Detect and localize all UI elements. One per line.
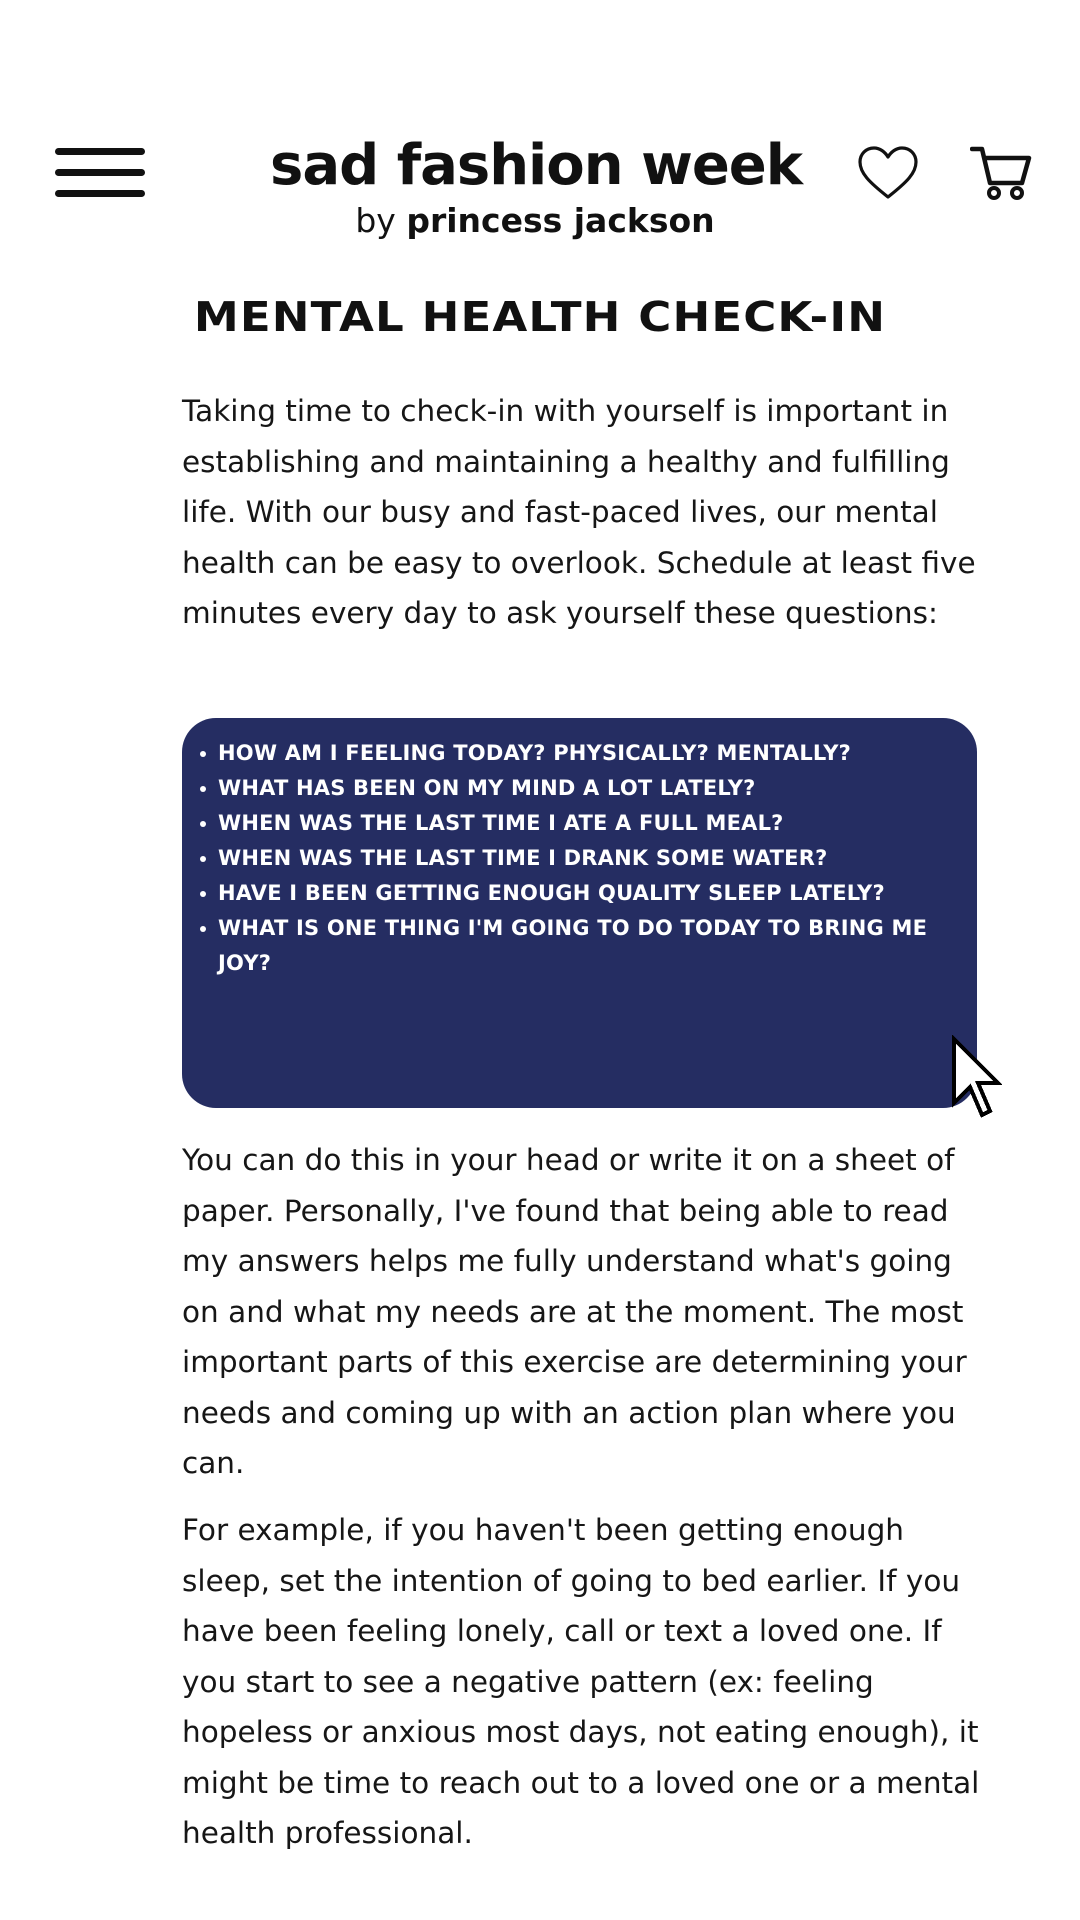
brand[interactable]	[270, 133, 803, 240]
question-item: HAVE I BEEN GETTING ENOUGH QUALITY SLEEP LATELY?	[198, 876, 963, 911]
brand-byline	[270, 201, 800, 240]
intro-paragraph: Taking time to check-in with yourself is important in establishing and maintaining a healthy and fulfilling life. With our busy and fast-paced lives, our mental health can be easy to overlook. Schedule at least five minutes every day to ask yourself these questions:	[182, 394, 976, 630]
shopping-cart-icon[interactable]	[970, 145, 1032, 201]
body-paragraph-3: For example, if you haven't been getting enough sleep, set the intention of going to bed earlier. If you have been feeling lonely, call or text a loved one. If you start to see a negative pattern (ex: feeling hopeless or anxious most days, not eating enough), it might be time to reach out to a loved one or a mental health professional.	[182, 1513, 980, 1850]
question-item: HOW AM I FEELING TODAY? PHYSICALLY? MENTALLY?	[198, 736, 963, 771]
brand-title: sad fashion week	[270, 133, 803, 198]
question-item: WHEN WAS THE LAST TIME I DRANK SOME WATER?	[198, 841, 963, 876]
question-item: WHAT HAS BEEN ON MY MIND A LOT LATELY?	[198, 771, 963, 806]
byline-prefix: by	[355, 201, 396, 240]
questions-list	[198, 736, 963, 981]
hamburger-menu-icon[interactable]	[55, 148, 145, 198]
question-item: WHAT IS ONE THING I'M GOING TO DO TODAY TO BRING ME JOY?	[198, 911, 963, 981]
question-item: WHEN WAS THE LAST TIME I ATE A FULL MEAL?	[198, 806, 963, 841]
body-paragraph-2: You can do this in your head or write it on a sheet of paper. Personally, I've found that being able to read my answers helps me fully understand what's going on and what my needs are at the moment. The most important parts of this exercise are determining your needs and coming up with an action plan where you can.	[182, 1143, 967, 1480]
questions-box	[182, 718, 977, 1108]
heart-icon[interactable]	[857, 145, 919, 201]
page-title: MENTAL HEALTH CHECK-IN	[193, 293, 887, 341]
byline-author: princess jackson	[406, 201, 715, 240]
